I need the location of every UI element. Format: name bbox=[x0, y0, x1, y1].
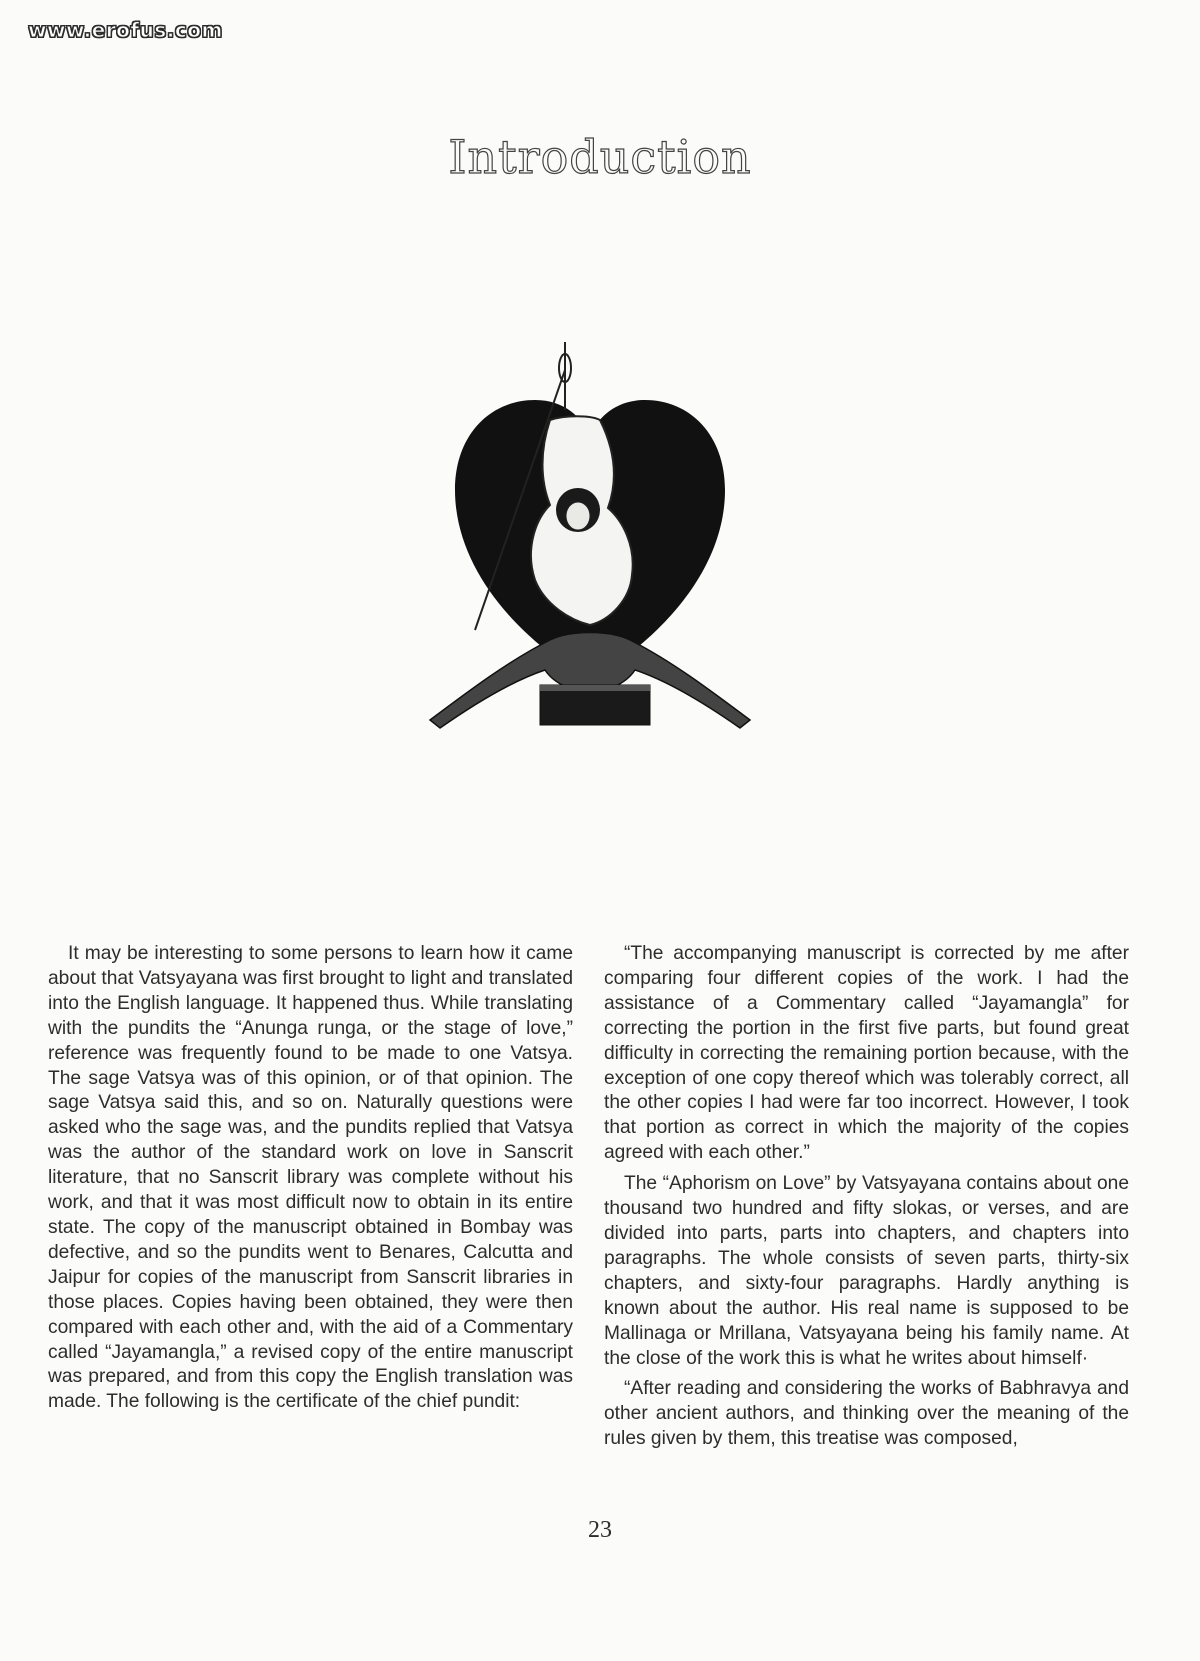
paragraph: It may be interesting to some persons to learn how it came about that Vatsyayana was first brought to light and translated into the English language. It happened thus. While translating with the pundits the “Anunga runga, or the stage of love,” reference was frequently found to be made to one Vatsya. The sage Vatsya was of this opinion, or of that opinion. The sage Vatsya said this, and so on. Naturally questions were asked who the sage was, and the pundits replied that Vatsya was the author of the standard work on love in Sanscrit literature, that no Sanscrit library was complete without his work, and that it was most difficult now to obtain in its entire state. The copy of the manuscript obtained in Bombay was defective, and so the pundits went to Benares, Calcutta and Jaipur for copies of the manuscript from Sanscrit libraries in those places. Copies having been obtained, they were then compared with each other and, with the aid of a Commentary called “Jayamangla,” a revised copy of the entire manuscript was prepared, and from this copy the English translation was made. The following is the certificate of the chief pundit: bbox=[48, 943, 573, 1413]
pedestal-top bbox=[540, 685, 650, 691]
paragraph: The “Aphorism on Love” by Vatsyayana contains about one thousand two hundred and fifty slokas, or verses, and are divided into parts, parts into chapters, and chapters into paragraphs. The whole consists of seven parts, thirty-six chapters, and sixty-four paragraphs. Hardly anything is known about the author. His real name is supposed to be Mallinaga or Mrillana, Vatsyayana being his family name. At the close of the work this is what he writes about himself· bbox=[604, 1173, 1129, 1369]
right-column bbox=[604, 942, 1129, 1458]
heart-illustration bbox=[400, 340, 780, 760]
left-column bbox=[48, 942, 573, 1421]
paragraph: “The accompanying manuscript is corrected by me after comparing four different copies of the work. I had the assistance of a Commentary called “Jayamangla” for correcting the portion in the first five parts, but found great difficulty in correcting the remaining portion because, with the exception of one copy thereof which was tolerably correct, all the other copies I had were far too incorrect. However, I took that portion as correct in which the majority of the copies agreed with each other.” bbox=[604, 943, 1129, 1164]
watermark: www.erofus.com bbox=[28, 18, 223, 42]
page-number: 23 bbox=[588, 1517, 612, 1543]
page-title: Introduction bbox=[448, 130, 752, 184]
face bbox=[566, 502, 590, 530]
paragraph: “After reading and considering the works of Babhravya and other ancient authors, and thinking over the meaning of the rules given by them, this treatise was composed, bbox=[604, 1378, 1129, 1450]
